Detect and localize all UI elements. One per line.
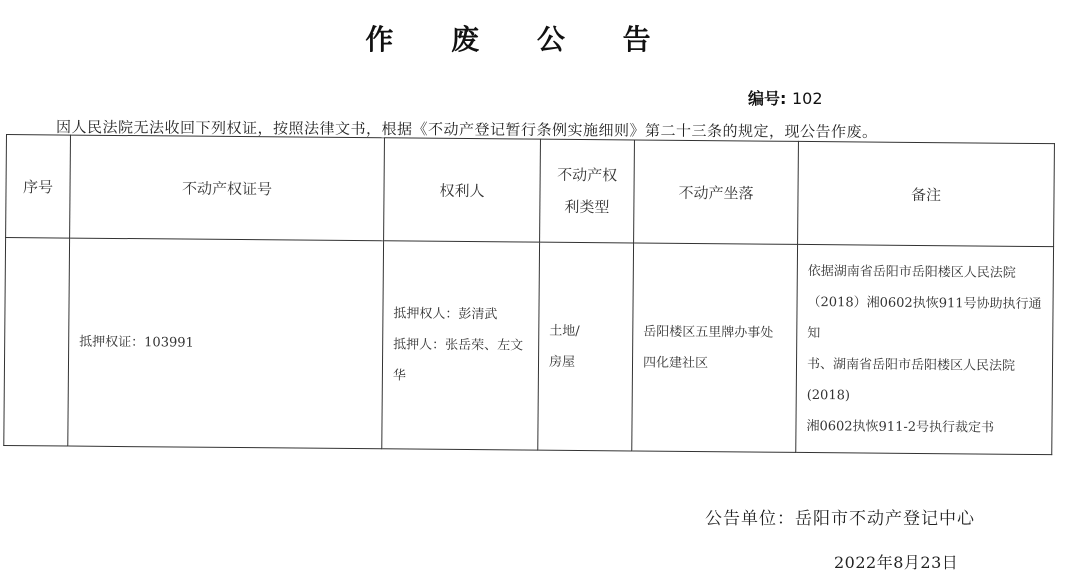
- header-right-holder: 权利人: [384, 138, 541, 242]
- type-line: 房屋: [548, 354, 576, 370]
- remarks-line: 湘0602执恢911-2号执行裁定书: [806, 418, 995, 436]
- location-line: 岳阳楼区五里牌办事处: [643, 324, 774, 341]
- holder-line: 抵押人：张岳荣、左文: [393, 337, 524, 354]
- document-number-label: 编号:: [748, 89, 787, 108]
- issue-date: 2022年8月23日: [834, 553, 959, 572]
- issuing-unit: 公告单位：岳阳市不动产登记中心: [705, 509, 975, 529]
- header-cert-no: 不动产权证号: [70, 135, 385, 241]
- cancellation-table-wrapper: [3, 134, 1054, 455]
- remarks-line: 依据湖南省岳阳市岳阳楼区人民法院: [807, 263, 1016, 281]
- header-right-type-line2: 利类型: [564, 197, 610, 217]
- table-row: [4, 238, 1054, 455]
- cell-seq: [4, 238, 70, 447]
- cancellation-table: [3, 134, 1055, 455]
- header-right-type-line1: 不动产权: [557, 165, 618, 185]
- document-number: [748, 86, 823, 109]
- header-right-type: [540, 139, 635, 243]
- header-location: 不动产坐落: [634, 140, 799, 244]
- notice-title: 作 废 公 告: [365, 23, 675, 56]
- holder-line: 抵押权人：彭清武: [393, 306, 498, 323]
- cell-right-type: [538, 242, 634, 451]
- intro-paragraph: 因人民法院无法收回下列权证，按照法律文书，根据《不动产登记暂行条例实施细则》第二十三条的规定，现公告作废。: [55, 118, 878, 142]
- remarks-line: 书、湖南省岳阳市岳阳楼区人民法院(2018): [806, 356, 1016, 403]
- header-remarks: 备注: [798, 141, 1055, 246]
- header-seq: 序号: [6, 135, 71, 239]
- type-line: 土地/: [549, 323, 580, 339]
- cell-right-holder: [382, 241, 540, 450]
- remarks-line: （2018）湘0602执恢911号协助执行通知: [807, 294, 1042, 341]
- cell-cert-no: 抵押权证：103991: [68, 238, 384, 449]
- cell-remarks: [796, 244, 1054, 454]
- document-number-value: 102: [791, 89, 823, 108]
- cell-location: [632, 243, 798, 452]
- location-line: 四化建社区: [642, 355, 709, 371]
- holder-line: 华: [392, 368, 406, 384]
- table-header-row: [6, 135, 1055, 247]
